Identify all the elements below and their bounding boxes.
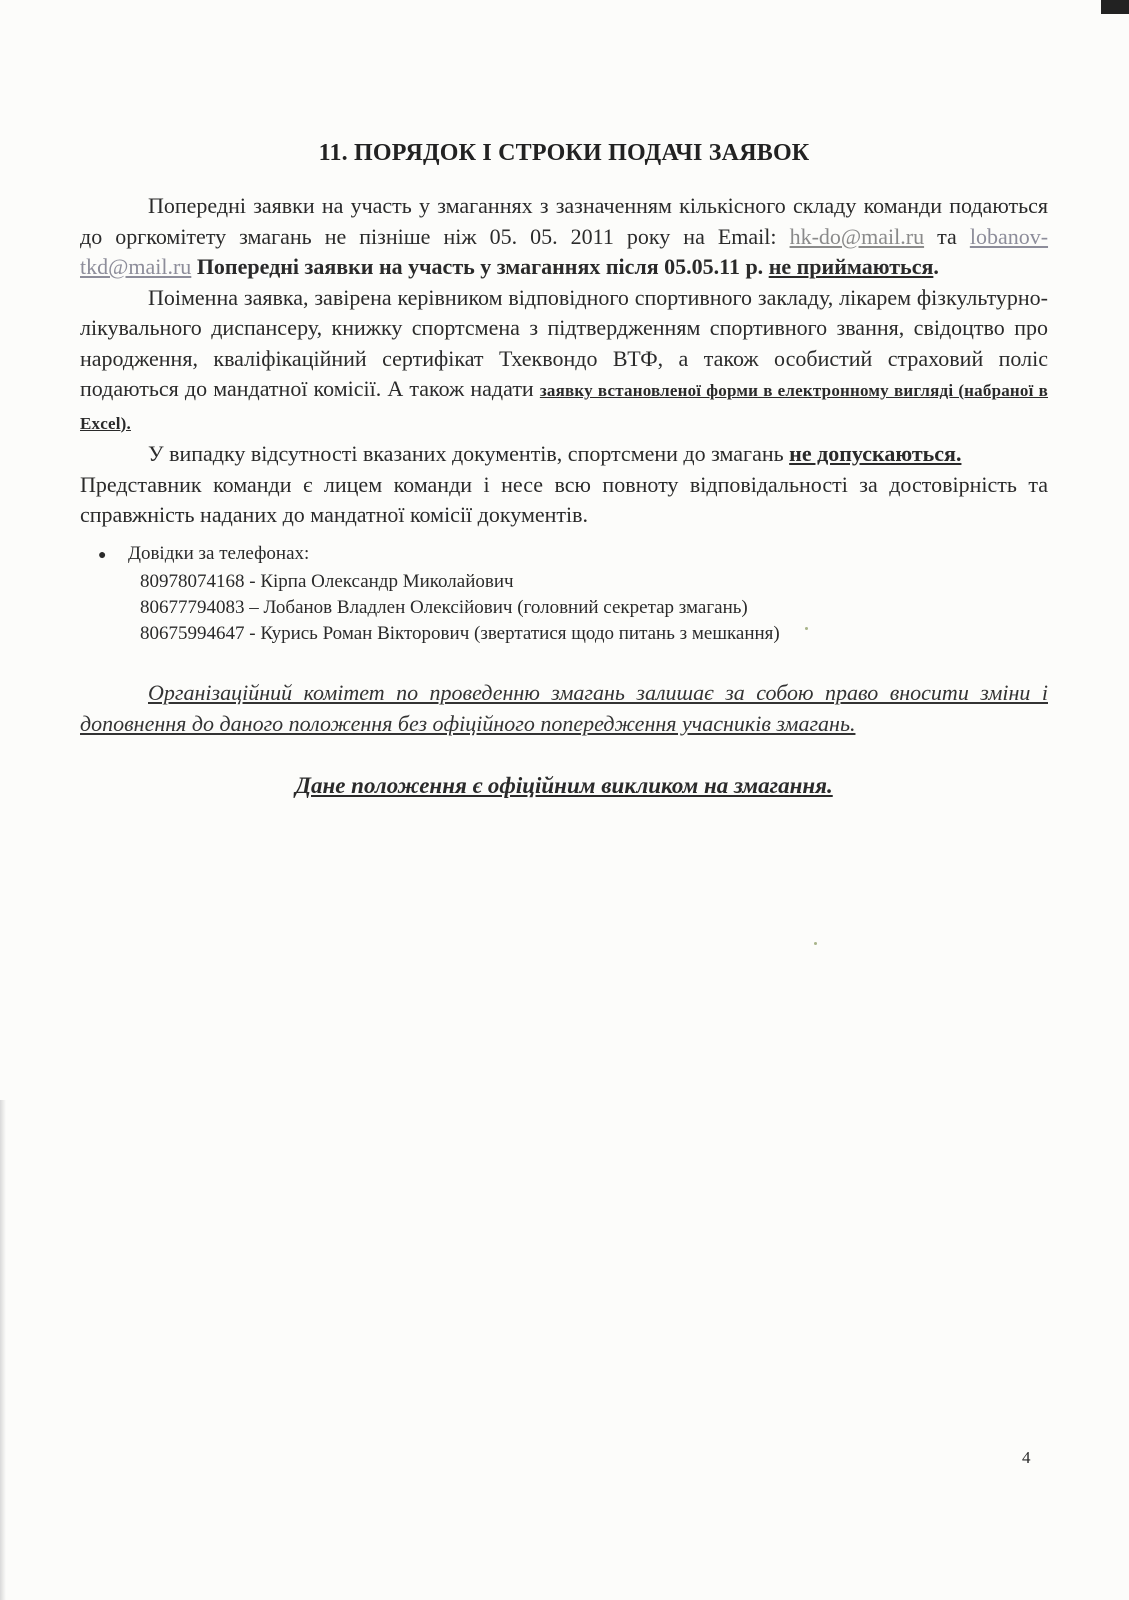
named-application-text: Поіменна заявка, завірена керівником відповідного спортивного закладу, лікарем фізкультурно-лікувального диспансеру, книжку спортсмена з підтвердженням спортивного звання, свідоцтво про народження, кваліфікаційний сертифікат Тхеквондо ВТФ, а також особистий страховий поліс подаються до мандатної комісії. А також надати (80, 284, 1048, 401)
email-link-1[interactable]: hk-do@mail.ru (789, 223, 925, 249)
section-title: 11. ПОРЯДОК І СТРОКИ ПОДАЧІ ЗАЯВОК (318, 140, 810, 166)
organizing-committee-note: Організаційний комітет по проведенню змагань залишає за собою право вносити зміни і доповнення до даного положення без офіційного попередження учасників змагань. (80, 679, 1048, 736)
paragraph-preliminary-applications (80, 191, 1048, 283)
missing-documents-text: У випадку відсутності вказаних документів, спортсмени до змагань (148, 441, 784, 466)
deadline-sentence: Попередні заявки на участь у змаганнях після 05.05.11 р. (196, 254, 764, 279)
paragraph-named-application (80, 283, 1048, 440)
scan-speck (814, 942, 817, 945)
contact-line: 80675994647 - Курись Роман Вікторович (звертатися щодо питань з мешкання) (140, 622, 780, 644)
page-number: 4 (1022, 1448, 1031, 1467)
scan-mark (1101, 0, 1129, 14)
contact-line: 80677794083 – Лобанов Владлен Олексійович (головний секретар змагань) (140, 596, 748, 618)
not-accepted-text: не приймаються (768, 254, 934, 279)
preliminary-text: Попередні заявки на участь у змаганнях з зазначенням кількісного складу команди подаються до оргкомітету змагань не пізніше ніж 05. 05. 2011 року на Email: (80, 193, 1048, 249)
contact-line: 80978074168 - Кірпа Олександр Миколайович (140, 570, 514, 592)
conjunction: та (937, 223, 957, 249)
document-page (80, 140, 1048, 799)
contacts-heading-line (98, 541, 1048, 569)
contacts-block (98, 541, 1048, 647)
email-link-2[interactable]: lobanov-tkd@mail.ru (80, 223, 1049, 279)
electronic-form-requirement: заявку встановленої форми в електронному вигляді (набраної в Excel). (80, 381, 1049, 433)
official-call-statement: Дане положення є офіційним викликом на змагання. (295, 772, 833, 798)
paragraph-missing-documents (80, 439, 1048, 470)
bullet-icon: ● (98, 547, 107, 563)
period: . (933, 254, 939, 279)
paragraph-team-representative: Представник команди є лицем команди і несе всю повноту відповідальності за достовірність та справжність наданих до мандатної комісії документів. (80, 471, 1048, 527)
contacts-heading: Довідки за телефонах: (128, 542, 310, 564)
not-admitted-text: не допускаються. (789, 441, 962, 466)
scan-edge (0, 1100, 6, 1600)
